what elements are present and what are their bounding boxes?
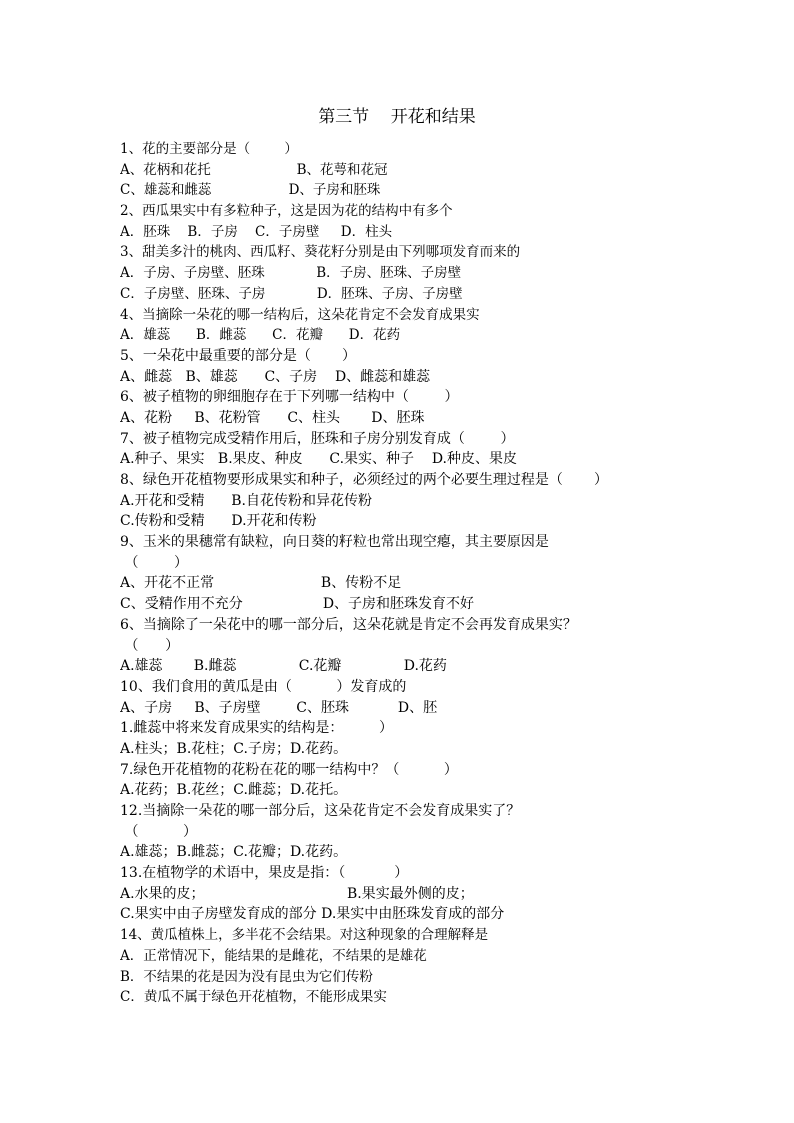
text-line: A.雄蕊 B.雌蕊 C.花瓣 D.花药 — [120, 658, 447, 675]
text-line: C．黄瓜不属于绿色开花植物，不能形成果实 — [120, 989, 387, 1006]
text-line: 12.当摘除一朵花的哪一部分后，这朵花肯定不会发育成果实了？ — [120, 803, 521, 819]
page-title: 第三节 开花和结果 — [318, 107, 476, 127]
text-line: 14、黄瓜植株上，多半花不会结果。对这种现象的合理解释是 — [120, 927, 489, 944]
text-line: A.柱头；B.花柱；C.子房；D.花药。 — [120, 740, 348, 757]
text-line: 7.绿色开花植物的花粉在花的哪一结构中？（ ） — [120, 761, 458, 778]
text-line: 4、当摘除一朵花的哪一结构后，这朵花肯定不会发育成果实 — [120, 306, 480, 323]
text-line: 2、西瓜果实中有多粒种子，这是因为花的结构中有多个 — [120, 203, 453, 220]
text-line: A.雄蕊；B.雌蕊；C.花瓣；D.花药。 — [120, 844, 348, 861]
text-line: A.开花和受精 B.自花传粉和异花传粉 — [120, 492, 372, 509]
text-line: 7、被子植物完成受精作用后，胚珠和子房分别发育成（ ） — [120, 430, 515, 447]
text-line: A．子房、子房壁、胚珠 B．子房、胚珠、子房壁 — [120, 265, 462, 282]
text-line: 1、花的主要部分是（ ） — [120, 141, 298, 157]
text-line: A.花药；B.花丝；C.雌蕊；D.花托。 — [120, 782, 348, 799]
text-line: 13.在植物学的术语中，果皮是指：（ ） — [120, 865, 409, 882]
text-line: 3、甜美多汁的桃肉、西瓜籽、葵花籽分别是由下列哪项发育而来的 — [120, 244, 521, 261]
text-line: 6、被子植物的卵细胞存在于下列哪一结构中（ ） — [120, 389, 459, 406]
text-line: A.种子、果实 B.果皮、种皮 C.果实、种子 D.种皮、果皮 — [120, 451, 517, 468]
text-line: A．雄蕊 B．雌蕊 C．花瓣 D．花药 — [120, 327, 401, 344]
text-line: 1.雌蕊中将来发育成果实的结构是： ） — [120, 720, 393, 737]
text-line: A、花柄和花托 B、花萼和花冠 — [120, 161, 388, 178]
text-line: C、受精作用不充分 D、子房和胚珠发育不好 — [120, 596, 475, 613]
text-line: A、开花不正常 B、传粉不足 — [120, 575, 402, 592]
text-line: C、雄蕊和雌蕊 D、子房和胚珠 — [120, 182, 381, 199]
text-line: 8、绿色开花植物要形成果实和种子，必须经过的两个必要生理过程是（ ） — [120, 472, 609, 488]
text-line: （ ） — [120, 637, 180, 654]
question-list — [120, 139, 680, 1008]
text-line: C.果实中由子房壁发育成的部分 D.果实中由胚珠发育成的部分 — [120, 906, 505, 923]
text-line: A．正常情况下，能结果的是雌花，不结果的是雄花 — [120, 947, 427, 964]
text-line: 9、玉米的果穗常有缺粒，向日葵的籽粒也常出现空瘪，其主要原因是 — [120, 534, 549, 551]
text-line: 5、一朵花中最重要的部分是（ ） — [120, 347, 357, 364]
text-line: C．子房壁、胚珠、子房 D．胚珠、子房、子房壁 — [120, 285, 463, 302]
text-line: （ ） — [120, 554, 189, 571]
text-line: 6、当摘除了一朵花中的哪一部分后，这朵花就是肯定不会再发育成果实？ — [120, 616, 577, 633]
text-line: 10、我们食用的黄瓜是由（ ）发育成的 — [120, 678, 407, 695]
text-line: A、花粉 B、花粉管 C、柱头 D、胚珠 — [120, 409, 425, 426]
text-line: C.传粉和受精 D.开花和传粉 — [120, 513, 317, 530]
text-line: A.水果的皮； B.果实最外侧的皮； — [120, 885, 474, 902]
text-line: （ ） — [120, 823, 197, 840]
text-line: A、雌蕊 B、雄蕊 C、子房 D、雌蕊和雄蕊 — [120, 368, 431, 385]
text-line: A、子房 B、子房壁 C、胚珠 D、胚 — [120, 699, 438, 716]
text-line: A．胚珠 B．子房 C．子房壁 D．柱头 — [120, 223, 393, 240]
text-line: B．不结果的花是因为没有昆虫为它们传粉 — [120, 968, 373, 985]
